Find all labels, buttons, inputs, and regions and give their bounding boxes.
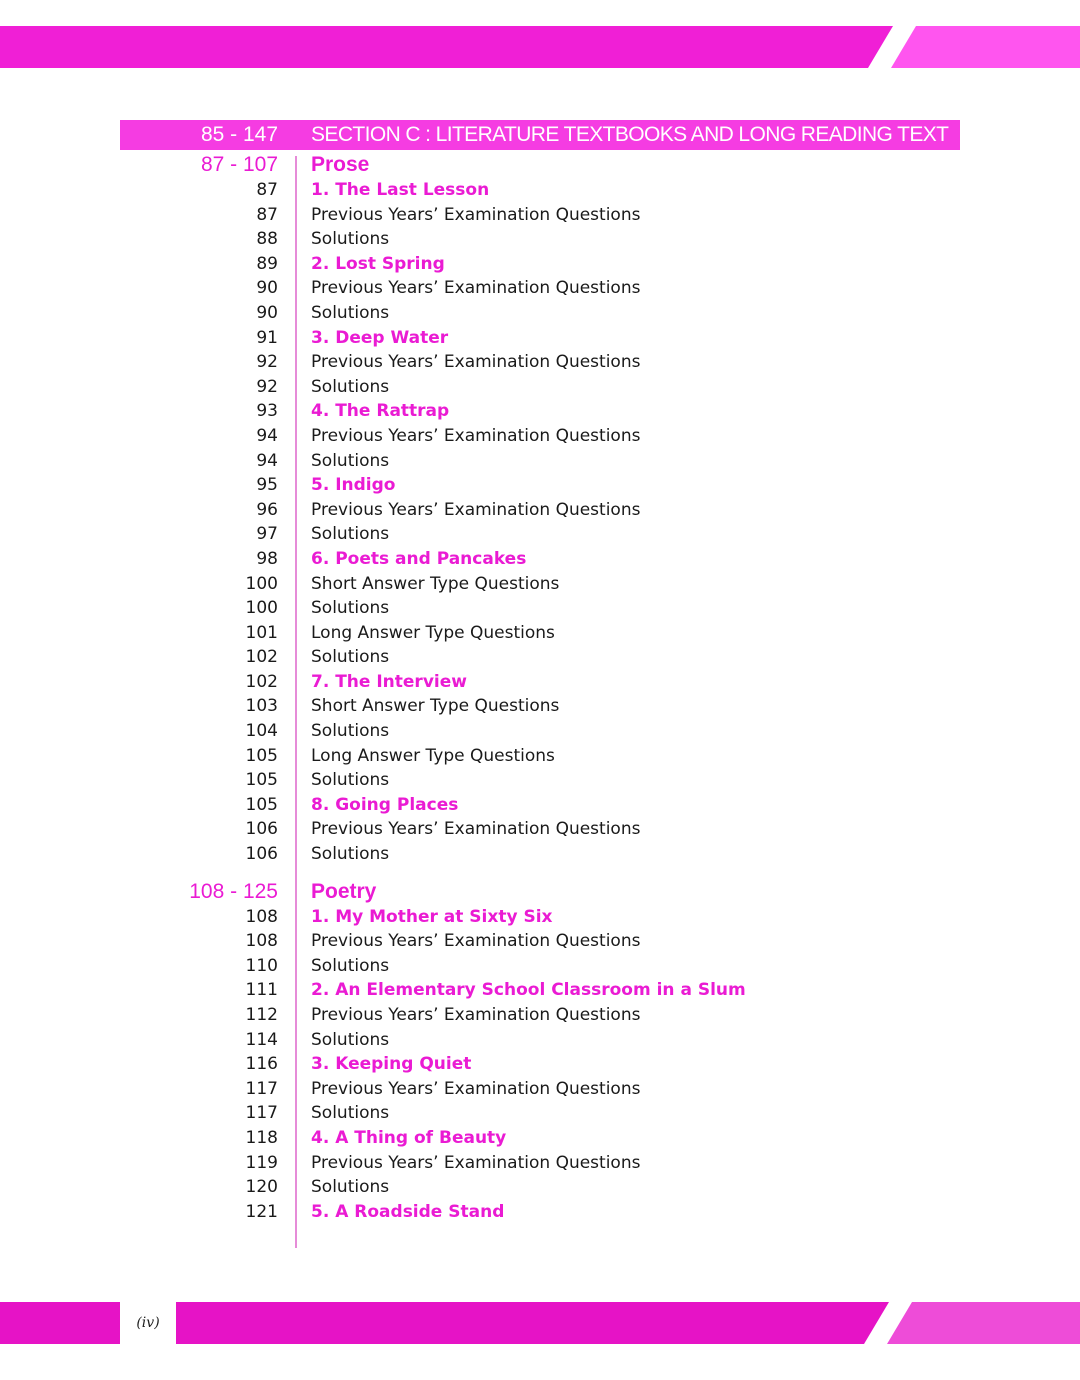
toc-entry-title: Solutions (311, 229, 390, 250)
toc-item-row (120, 621, 960, 646)
toc-entry-title: Solutions (311, 844, 390, 865)
toc-item-row (120, 954, 960, 979)
toc-chapter-row (120, 1200, 960, 1225)
toc-entry-title: Short Answer Type Questions (311, 573, 560, 594)
toc-entry-title: Previous Years’ Examination Questions (311, 1005, 641, 1025)
toc-item-row (120, 1175, 960, 1200)
toc-chapter-row (120, 978, 960, 1003)
toc-chapter-title: 7. The Interview (311, 671, 467, 692)
toc-page-number: 90 (256, 302, 278, 323)
bottom-banner (0, 1302, 1080, 1344)
toc-page-number: 118 (245, 1127, 278, 1148)
toc-page-number: 104 (245, 721, 278, 742)
toc-page-number: 119 (245, 1152, 278, 1173)
page-number: (iv) (120, 1302, 176, 1344)
toc-page-number: 100 (245, 573, 278, 594)
toc-item-row (120, 301, 960, 326)
toc-chapter-row (120, 670, 960, 695)
toc-item-row (120, 572, 960, 597)
toc-page-number: 94 (256, 450, 278, 471)
toc-entry-title: Previous Years’ Examination Questions (311, 1152, 641, 1173)
poetry-heading (120, 879, 960, 905)
toc-page-number: 117 (245, 1103, 278, 1124)
prose-title: Prose (311, 153, 370, 176)
toc-item-row (120, 424, 960, 449)
toc-page-number: 103 (245, 696, 278, 717)
toc-page-number: 120 (245, 1177, 278, 1198)
toc-item-row (120, 449, 960, 474)
toc-page-number: 102 (245, 671, 278, 692)
toc-item-row (120, 694, 960, 719)
toc-page-number: 101 (245, 622, 278, 643)
toc-page-number: 97 (256, 524, 278, 545)
toc-page-number: 94 (256, 425, 278, 446)
toc-entry-title: Previous Years’ Examination Questions (311, 819, 641, 840)
toc-chapter-row (120, 473, 960, 498)
toc-chapter-title: 3. Keeping Quiet (311, 1054, 472, 1075)
table-of-contents (120, 152, 960, 1224)
toc-entry-title: Solutions (311, 524, 390, 545)
toc-chapter-title: 3. Deep Water (311, 327, 449, 348)
toc-entry-title: Previous Years’ Examination Questions (311, 425, 641, 446)
toc-chapter-title: 5. Indigo (311, 475, 396, 496)
toc-entry-title: Previous Years’ Examination Questions (311, 931, 641, 952)
toc-chapter-title: 8. Going Places (311, 794, 459, 815)
toc-item-row (120, 276, 960, 301)
toc-entry-title: Solutions (311, 376, 390, 397)
toc-page-number: 106 (245, 819, 278, 840)
toc-entry-title: Solutions (311, 302, 390, 323)
toc-item-row (120, 498, 960, 523)
toc-item-row (120, 929, 960, 954)
toc-page-number: 102 (245, 647, 278, 668)
section-header (120, 120, 960, 150)
toc-item-row (120, 522, 960, 547)
toc-item-row (120, 1151, 960, 1176)
toc-page-number: 121 (245, 1201, 278, 1222)
toc-page-number: 92 (256, 376, 278, 397)
toc-page-number: 100 (245, 598, 278, 619)
toc-entry-title: Solutions (311, 955, 390, 976)
toc-entry-title: Previous Years’ Examination Questions (311, 204, 641, 225)
toc-entry-title: Solutions (311, 647, 390, 668)
toc-chapter-row (120, 1052, 960, 1077)
toc-item-row (120, 645, 960, 670)
prose-heading (120, 152, 960, 178)
toc-page-number: 90 (256, 278, 278, 299)
poetry-page-range: 108 - 125 (189, 879, 278, 903)
toc-page-number: 116 (245, 1054, 278, 1075)
toc-page-number: 95 (256, 475, 278, 496)
toc-chapter-row (120, 399, 960, 424)
toc-page-number: 105 (245, 745, 278, 766)
toc-chapter-row (120, 547, 960, 572)
prose-page-range: 87 - 107 (200, 153, 278, 176)
toc-item-row (120, 350, 960, 375)
toc-entry-title: Solutions (311, 450, 390, 471)
toc-page-number: 111 (245, 980, 278, 1001)
toc-item-row (120, 1077, 960, 1102)
toc-page-number: 117 (245, 1078, 278, 1099)
toc-chapter-row (120, 326, 960, 351)
toc-item-row (120, 768, 960, 793)
toc-page-number: 93 (256, 401, 278, 422)
toc-entry-title: Solutions (311, 1177, 390, 1198)
toc-chapter-title: 2. Lost Spring (311, 253, 445, 274)
toc-item-row (120, 1028, 960, 1053)
toc-page-number: 89 (256, 253, 278, 274)
section-gap (120, 867, 960, 879)
section-page-range: 85 - 147 (200, 123, 278, 146)
section-title: SECTION C : LITERATURE TEXTBOOKS AND LONG READING TEXT (311, 123, 949, 146)
toc-entry-title: Previous Years’ Examination Questions (311, 499, 641, 520)
toc-page-number: 110 (245, 955, 278, 976)
toc-page-number: 88 (256, 229, 278, 250)
toc-page-number: 108 (245, 931, 278, 952)
toc-page-number: 98 (256, 548, 278, 569)
toc-chapter-row (120, 793, 960, 818)
toc-page-number: 105 (245, 794, 278, 815)
toc-entry-title: Short Answer Type Questions (311, 696, 560, 717)
toc-page-number: 105 (245, 770, 278, 791)
toc-entry-title: Solutions (311, 770, 390, 791)
toc-entry-title: Solutions (311, 721, 390, 742)
toc-entry-title: Long Answer Type Questions (311, 745, 555, 766)
toc-chapter-row (120, 178, 960, 203)
toc-chapter-row (120, 1126, 960, 1151)
toc-entry-title: Solutions (311, 1103, 390, 1124)
toc-entry-title: Solutions (311, 598, 390, 619)
toc-item-row (120, 842, 960, 867)
toc-item-row (120, 227, 960, 252)
toc-item-row (120, 744, 960, 769)
toc-chapter-title: 4. The Rattrap (311, 401, 450, 422)
toc-item-row (120, 817, 960, 842)
toc-entry-title: Long Answer Type Questions (311, 622, 555, 643)
toc-page-number: 108 (245, 906, 278, 927)
toc-entry-title: Solutions (311, 1029, 390, 1050)
toc-entry-title: Previous Years’ Examination Questions (311, 278, 641, 299)
toc-item-row (120, 596, 960, 621)
poetry-title: Poetry (311, 879, 377, 903)
toc-chapter-title: 2. An Elementary School Classroom in a Slum (311, 980, 746, 1001)
toc-chapter-row (120, 252, 960, 277)
toc-page-number: 92 (256, 352, 278, 373)
toc-item-row (120, 719, 960, 744)
toc-item-row (120, 1101, 960, 1126)
toc-page-number: 87 (256, 180, 278, 200)
toc-item-row (120, 375, 960, 400)
poetry-entries (120, 905, 960, 1225)
toc-page-number: 91 (256, 327, 278, 348)
toc-item-row (120, 1003, 960, 1028)
toc-chapter-title: 6. Poets and Pancakes (311, 548, 527, 569)
toc-chapter-title: 5. A Roadside Stand (311, 1201, 505, 1222)
toc-chapter-row (120, 905, 960, 930)
toc-page-number: 106 (245, 844, 278, 865)
toc-entry-title: Previous Years’ Examination Questions (311, 1078, 641, 1099)
toc-chapter-title: 1. My Mother at Sixty Six (311, 906, 553, 927)
toc-page-number: 87 (256, 204, 278, 225)
toc-page-number: 96 (256, 499, 278, 520)
toc-chapter-title: 1. The Last Lesson (311, 180, 490, 200)
toc-entry-title: Previous Years’ Examination Questions (311, 352, 641, 373)
top-banner (0, 26, 1080, 68)
toc-page-number: 114 (245, 1029, 278, 1050)
toc-chapter-title: 4. A Thing of Beauty (311, 1127, 507, 1148)
toc-item-row (120, 203, 960, 228)
prose-entries (120, 178, 960, 867)
toc-page-number: 112 (245, 1005, 278, 1025)
